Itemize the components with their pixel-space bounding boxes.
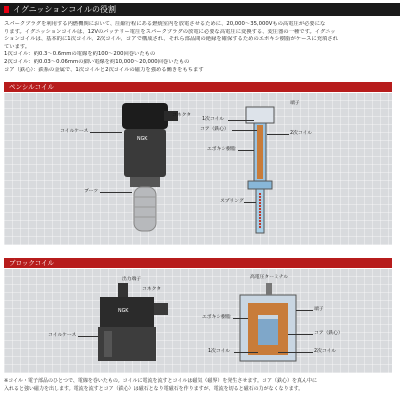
label-terminal: 端子: [314, 307, 324, 312]
pencil-coil-header: [4, 82, 392, 92]
label-primary-coil: 1次コイル: [202, 117, 225, 122]
block-coil-title: ブロックコイル: [9, 259, 55, 267]
intro-text: [4, 21, 396, 74]
intro-line: 2次コイル：約0.03〜0.06mmの細い電線を約10,000〜20,000回巻いたもの: [4, 58, 190, 65]
block-cutaway-coils: [258, 319, 278, 345]
label-terminal: 端子: [290, 101, 300, 106]
label-hv-terminal: 高電圧ターミナル: [250, 275, 289, 280]
leader-line: [100, 192, 132, 193]
label-connector: コネクタ: [142, 287, 162, 292]
leader-line: [90, 132, 122, 133]
pencil-coil-illustration: [4, 93, 392, 245]
pencil-coil-collar: [130, 177, 160, 187]
leader-line: [278, 352, 313, 353]
leader-line: [234, 352, 258, 353]
leader-line: [238, 150, 254, 151]
pencil-cutaway-core: [257, 125, 263, 179]
intro-line: 1次コイル：約0.3〜0.6mmの電線を約100〜200回巻いたもの: [4, 51, 156, 58]
block-coil-fin: [104, 331, 112, 357]
page-title: イグニッションコイルの役割: [13, 5, 116, 14]
brand-logo: NGK: [118, 309, 129, 314]
block-cutaway-core-bottom: [248, 345, 288, 355]
label-coil-case: コイルケース: [48, 333, 77, 338]
title-bar: [0, 3, 400, 16]
pencil-boot: [134, 187, 156, 231]
label-secondary-coil: 2次コイル: [314, 349, 337, 354]
label-core: コア（鉄心）: [200, 127, 229, 132]
block-cutaway-core-side: [278, 315, 288, 345]
pencil-coil-title: ペンシルコイル: [9, 83, 54, 91]
pencil-coil-head: [122, 103, 168, 129]
leader-line: [78, 336, 98, 337]
label-core: コア（鉄心）: [314, 331, 343, 336]
title-accent-mark: [4, 6, 9, 13]
label-spring: スプリング: [220, 199, 244, 204]
block-cutaway-core-top: [248, 303, 288, 315]
block-cutaway-hv-terminal: [266, 283, 272, 295]
leader-line: [233, 318, 248, 319]
label-connector: コネクタ: [172, 113, 192, 118]
label-output-terminal: 出力端子: [122, 277, 142, 282]
label-secondary-coil: 2次コイル: [290, 131, 313, 136]
label-coil-case: コイルケース: [60, 129, 89, 134]
intro-line: ています。: [4, 43, 31, 50]
label-epoxy: エポキシ樹脂: [207, 147, 236, 152]
footnote-line: ※コイル・電子部品のひとつで、電線を巻いたもの。コイルに電流を流すとコイルは磁気（磁界）を発生させます。コア（鉄心）を真ん中に: [4, 378, 317, 384]
block-cutaway-core-side: [248, 315, 258, 345]
label-boot: ブーツ: [84, 189, 99, 194]
intro-line: ります。イグニッションコイルは、12Vのバッテリー電圧をスパークプラグの放電に必要な高電圧に変換する、変圧器の一種です。イグニッ: [4, 28, 336, 35]
block-coil-illustration: [4, 269, 392, 373]
leader-line: [288, 334, 313, 335]
label-primary-coil: 1次コイル: [208, 349, 231, 354]
intro-line: コア（鉄心）：鉄系の金属で、1次コイルと2次コイルの磁力を強める働きをもちます: [4, 66, 204, 73]
block-coil-panel: [4, 269, 392, 373]
label-epoxy: エポキシ樹脂: [202, 315, 231, 320]
pencil-coil-panel: [4, 93, 392, 245]
intro-line: ションコイルは、基本的に1次コイル、2次コイル、コアで構成され、それら部品間の絶縁を確保するためのエポキシ樹脂がケースに充填され: [4, 36, 338, 43]
leader-line: [228, 120, 254, 121]
leader-line: [267, 134, 289, 135]
leader-line: [232, 130, 257, 131]
block-connector: [154, 303, 168, 315]
block-coil-header: [4, 258, 392, 268]
intro-line: スパークプラグを利用する内燃機関において、圧縮行程にある燃焼室内を放電させるために、20,000〜35,000Vもの高電圧が必要にな: [4, 21, 326, 27]
brand-logo: NGK: [137, 137, 148, 142]
footnote: [4, 377, 396, 393]
leader-line: [244, 202, 256, 203]
footnote-line: 入れると強い磁力を出します。電流を流すとコア（鉄心）は磁石となり電磁石を作りますが、電流を切ると磁石の力がなくなります。: [4, 386, 304, 392]
leader-line: [296, 310, 313, 311]
block-output-terminal: [118, 283, 128, 299]
pencil-cutaway-collar: [248, 181, 272, 189]
